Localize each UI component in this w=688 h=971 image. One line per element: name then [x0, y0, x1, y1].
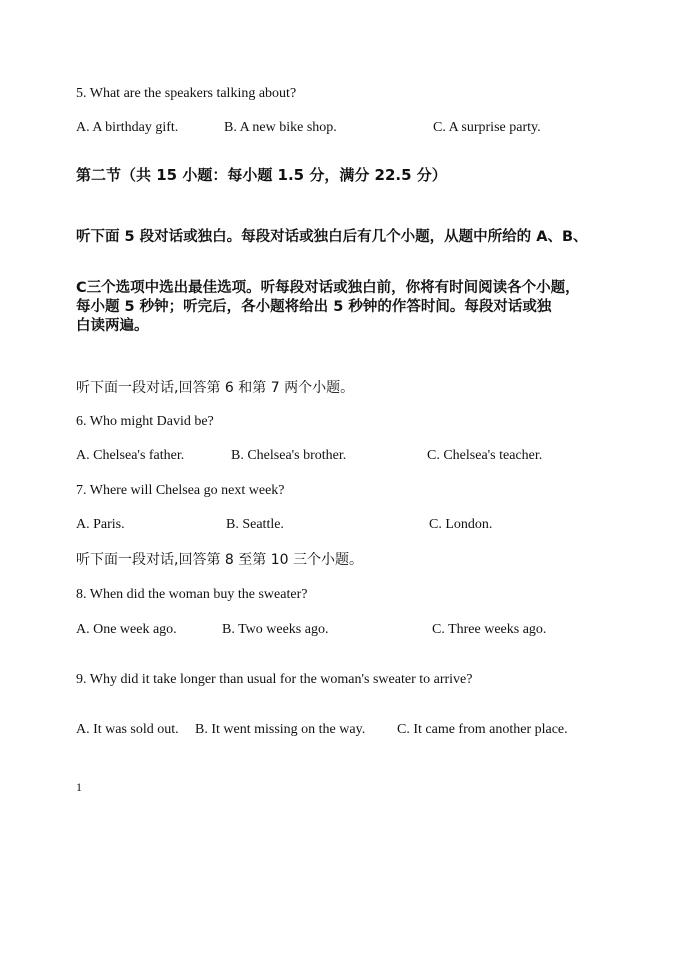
page-number: 1	[76, 780, 82, 794]
q8-option-c: C. Three weeks ago.	[432, 622, 547, 637]
q6-option-c: C. Chelsea's teacher.	[427, 448, 543, 463]
q9-option-a: A. It was sold out.	[76, 722, 179, 737]
q6-stem: 6. Who might David be?	[76, 414, 214, 429]
q7-option-c: C. London.	[429, 517, 493, 532]
section2-instruction-line-3: 每小题 5 秒钟；听完后，各小题将给出 5 秒钟的作答时间。每段对话或独	[76, 299, 552, 315]
dialog2-intro: 听下面一段对话,回答第 8 至第 10 三个小题。	[76, 552, 363, 568]
q5-option-a: A. A birthday gift.	[76, 120, 179, 135]
q7-option-b: B. Seattle.	[226, 517, 284, 532]
section2-heading: 第二节（共 15 小题：每小题 1.5 分，满分 22.5 分）	[76, 166, 447, 184]
q8-stem: 8. When did the woman buy the sweater?	[76, 587, 308, 602]
section2-instruction-line-2: C三个选项中选出最佳选项。听每段对话或独白前，你将有时间阅读各个小题，	[76, 280, 580, 296]
q7-option-a: A. Paris.	[76, 517, 125, 532]
q6-option-b: B. Chelsea's brother.	[231, 448, 347, 463]
q9-stem: 9. Why did it take longer than usual for the woman's sweater to arrive?	[76, 672, 473, 687]
q5-stem: 5. What are the speakers talking about?	[76, 86, 297, 101]
section2-instruction-line-4: 白读两遍。	[76, 318, 149, 334]
q5-option-b: B. A new bike shop.	[224, 120, 337, 135]
section2-instruction-line-1: 听下面 5 段对话或独白。每段对话或独白后有几个小题，从题中所给的 A、B、	[76, 229, 588, 245]
q6-option-a: A. Chelsea's father.	[76, 448, 185, 463]
q9-option-c: C. It came from another place.	[397, 722, 568, 737]
q8-option-a: A. One week ago.	[76, 622, 177, 637]
q8-option-b: B. Two weeks ago.	[222, 622, 329, 637]
q5-option-c: C. A surprise party.	[433, 120, 541, 135]
q9-option-b: B. It went missing on the way.	[195, 722, 366, 737]
dialog1-intro: 听下面一段对话,回答第 6 和第 7 两个小题。	[76, 380, 355, 396]
q7-stem: 7. Where will Chelsea go next week?	[76, 483, 285, 498]
